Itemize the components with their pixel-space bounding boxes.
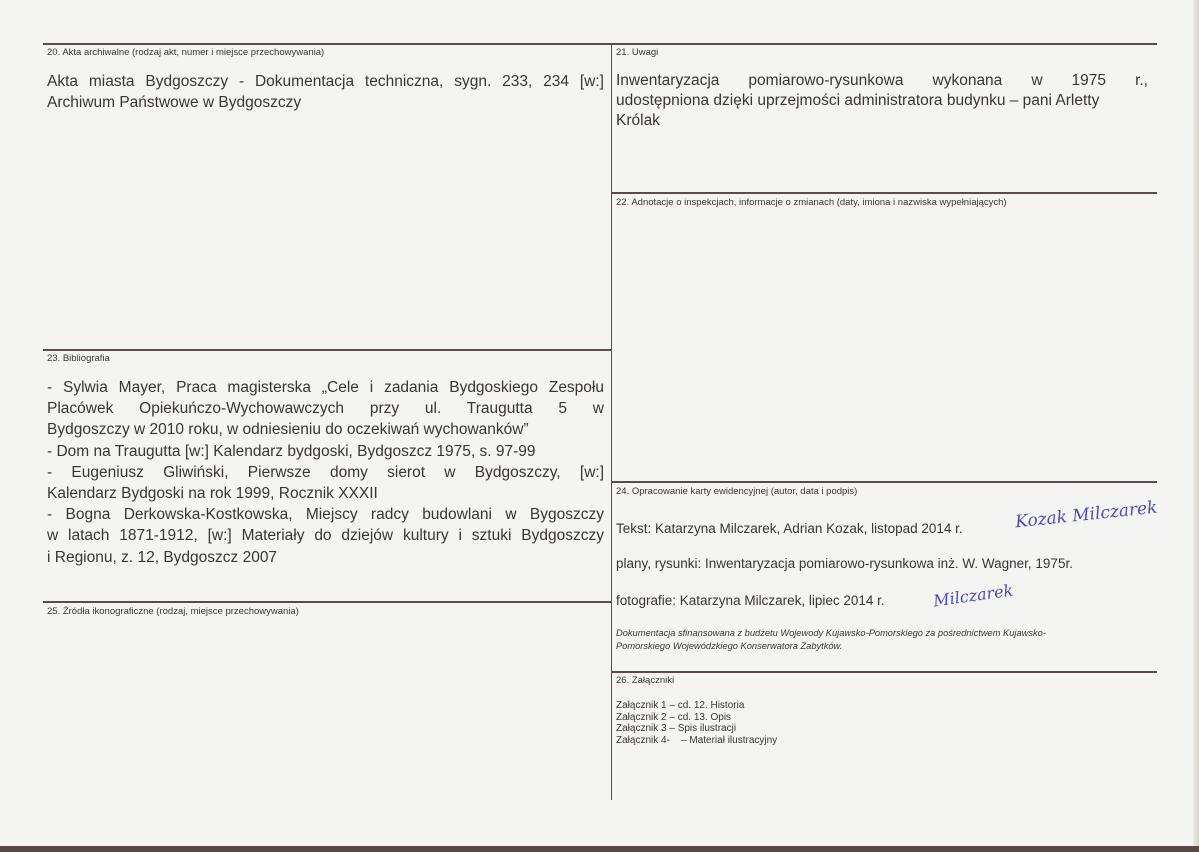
- bibliography-line: w latach 1871-1912, [w:] Materiały do dziejów kultury i sztuki Bydgoszczy: [47, 527, 604, 545]
- top-rule: [43, 43, 1157, 45]
- section-26-label: 26. Załączniki: [616, 675, 675, 686]
- funding-note-line: Pomorskiego Wojewódzkiego Konserwatora Zabytków.: [616, 641, 843, 651]
- section-20-line: Akta miasta Bydgoszczy - Dokumentacja techniczna, sygn. 233, 234 [w:]: [47, 73, 604, 90]
- bibliography-line: - Eugeniusz Gliwiński, Pierwsze domy sierot w Bydgoszczy, [w:]: [47, 463, 604, 481]
- bibliography-line: Placówek Opiekuńczo-Wychowawczych przy ul. Traugutta 5 w: [47, 400, 604, 418]
- section-26-rule: [612, 671, 1157, 673]
- section-20-label: 20. Akta archiwalne (rodzaj akt, numer i miejsce przechowywania): [47, 47, 325, 58]
- page-edge-right: [1193, 0, 1199, 852]
- section-24-label: 24. Opracowanie karty ewidencyjnej (autor, data i podpis): [616, 486, 858, 497]
- handwritten-signature-photos: Milczarek: [932, 580, 1015, 611]
- section-22-rule: [612, 192, 1157, 194]
- section-21-line: Królak: [616, 112, 660, 129]
- section-21-label: 21. Uwagi: [616, 47, 659, 58]
- bibliography-line: Kalendarz Bydgoski na rok 1999, Rocznik XXXII: [47, 485, 378, 503]
- section-22-label: 22. Adnotacje o inspekcjach, informacje o zmianach (daty, imiona i nazwiska wypełniających): [616, 197, 1007, 208]
- bibliography-line: Bydgoszczy w 2010 roku, w odniesieniu do oczekiwań wychowanków”: [47, 421, 529, 439]
- section-23-content: [47, 377, 604, 568]
- attachment-item: Załącznik 1 – cd. 12. Historia: [616, 700, 745, 711]
- bibliography-line: - Dom na Traugutta [w:] Kalendarz bydgoski, Bydgoszcz 1975, s. 97-99: [47, 442, 536, 460]
- section-21-line: Inwentaryzacja pomiarowo-rysunkowa wykonana w 1975 r.,: [616, 72, 1148, 89]
- section-23-label: 23. Bibliografia: [47, 353, 110, 364]
- section-20-content: [47, 71, 604, 113]
- section-23-rule: [43, 349, 611, 351]
- attachment-item: Załącznik 4- – Materiał ilustracyjny: [616, 734, 778, 746]
- section-25-rule: [43, 601, 611, 603]
- section-21-content: [616, 71, 1148, 131]
- bibliography-line: - Bogna Derkowska-Kostkowska, Miejscy radcy budowlani w Bygoszczy: [47, 506, 604, 524]
- attachment-item: Załącznik 2 – cd. 13. Opis: [616, 711, 732, 723]
- attachment-item: Załącznik 3 – Spis ilustracji: [616, 723, 737, 734]
- section-21-line: udostępniona dzięki uprzejmości administratora budynku – pani Arletty: [616, 92, 1100, 109]
- funding-note: [616, 627, 1156, 653]
- section-24-rule: [612, 481, 1157, 483]
- section-25-label: 25. Źródła ikonograficzne (rodzaj, miejsce przechowywania): [47, 606, 299, 617]
- scanner-edge-bottom: [0, 846, 1199, 852]
- section-20-line: Archiwum Państwowe w Bydgoszczy: [47, 94, 302, 111]
- bibliography-line: - Sylwia Mayer, Praca magisterska „Cele i zadania Bydgoskiego Zespołu: [47, 379, 604, 396]
- column-divider: [611, 44, 612, 800]
- photos-line: fotografie: Katarzyna Milczarek, lipiec 2014 r.: [616, 593, 885, 608]
- funding-note-line: Dokumentacja sfinansowana z budżetu Wojewody Kujawsko-Pomorskiego za pośrednictwem Kujawsko-: [616, 628, 1046, 638]
- plans-line: plany, rysunki: Inwentaryzacja pomiarowo-rysunkowa inż. W. Wagner, 1975r.: [616, 556, 1073, 571]
- bibliography-line: i Regionu, z. 12, Bydgoszcz 2007: [47, 548, 278, 566]
- text-authors-line: Tekst: Katarzyna Milczarek, Adrian Kozak, listopad 2014 r.: [616, 521, 963, 536]
- attachments-list: [616, 700, 777, 746]
- handwritten-signature-text: Kozak Milczarek: [1014, 497, 1159, 533]
